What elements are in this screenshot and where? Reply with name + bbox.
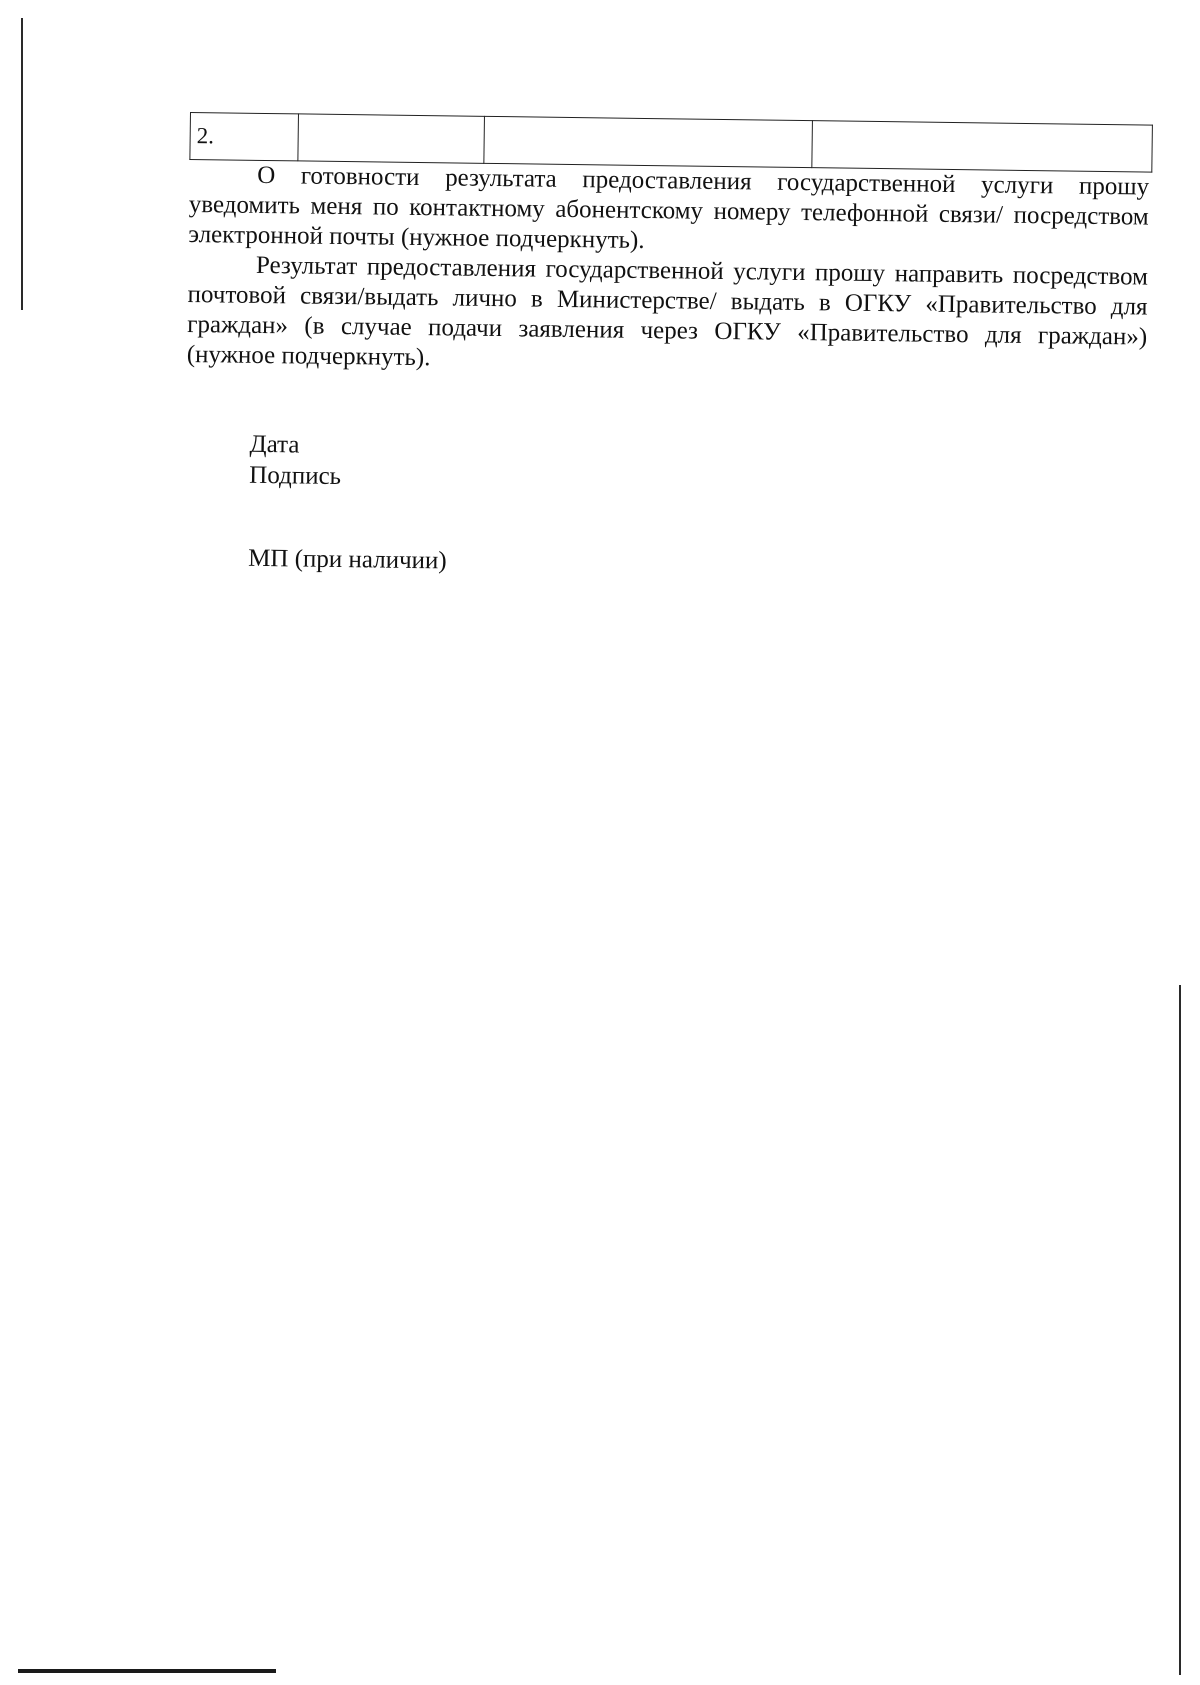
scan-edge-left — [21, 18, 23, 310]
scan-edge-bottom — [18, 1669, 276, 1673]
table-cell — [812, 121, 1153, 172]
stamp-label: МП (при наличии) — [247, 544, 447, 575]
document-content — [184, 112, 1150, 586]
table-cell — [298, 114, 485, 163]
notification-paragraph: О готовности результата предоставления государственной услуги прошу уведомить меня по контактному абонентскому номеру телефонной связи/ посредством электронной почты (нужное подчеркнуть). — [188, 161, 1150, 254]
table-cell — [484, 116, 813, 167]
result-delivery-paragraph: Результат предоставления государственной услуги прошу направить посредством почтовой связи/выдать лично в Министерстве/ выдать в ОГКУ «Правительство для граждан» (в случае подачи заявления через ОГКУ «Правительство для граждан») (нужное подчеркнуть). — [186, 251, 1149, 372]
table-cell-number: 2. — [190, 113, 299, 161]
signature-label: Подпись — [249, 461, 342, 491]
date-label: Дата — [249, 430, 300, 459]
scan-edge-right — [1179, 985, 1181, 1675]
